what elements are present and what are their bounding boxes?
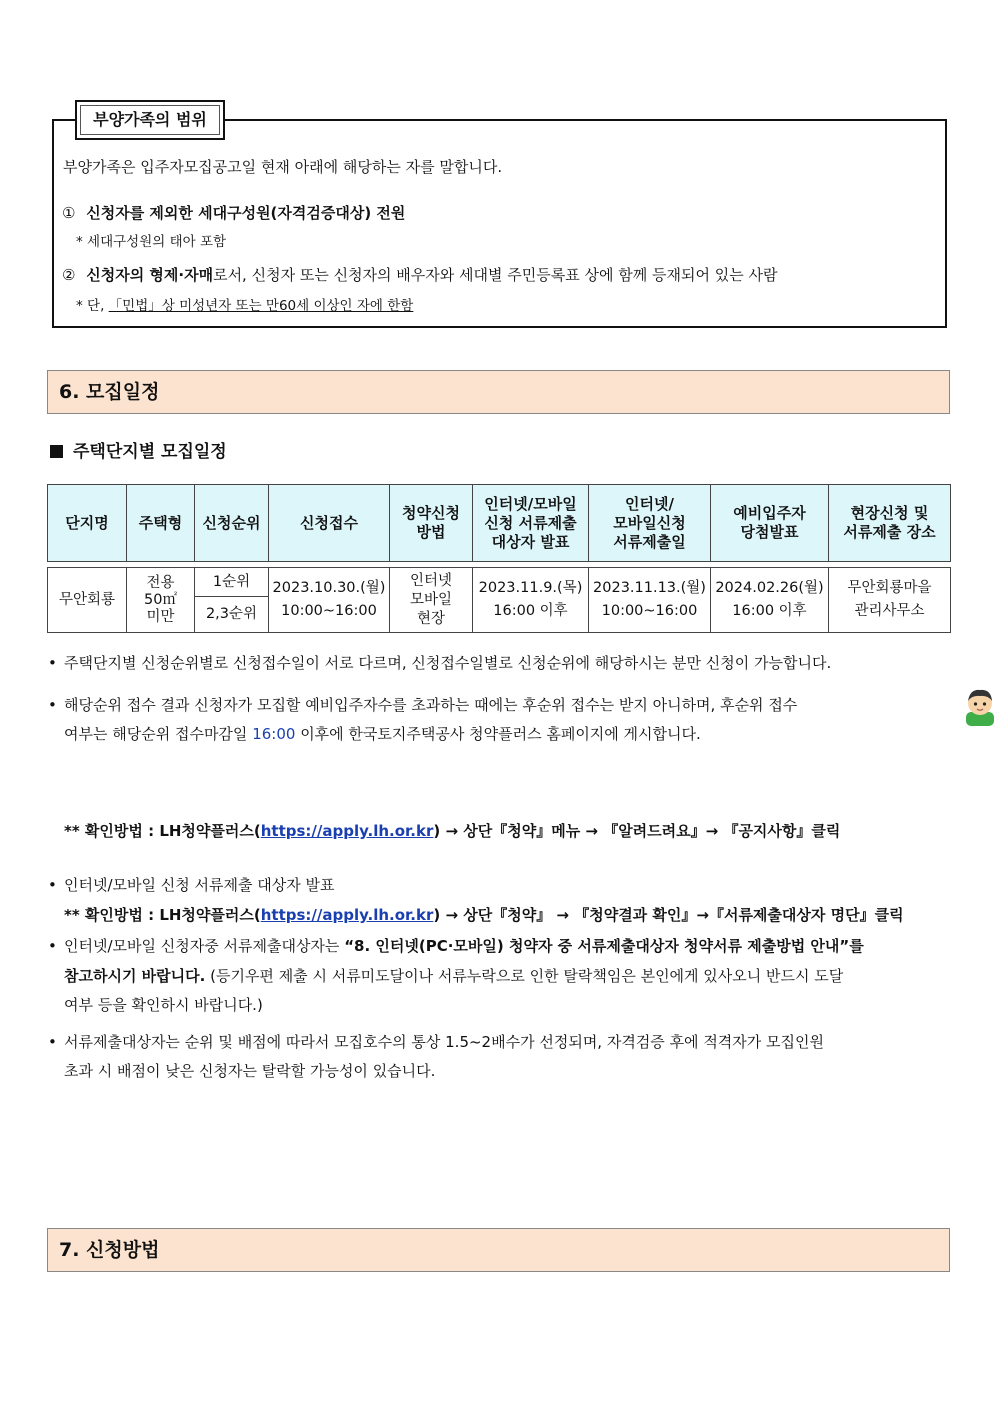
cell-reception: 2023.10.30.(월) 10:00~16:00 [269, 568, 390, 633]
cell-type: 전용 50㎡ 미만 [127, 568, 195, 633]
header-method: 청약신청 방법 [390, 485, 473, 562]
schedule-table-body [47, 567, 951, 633]
bullet-text: 주택단지별 신청순위별로 신청접수일이 서로 다르며, 신청접수일별로 신청순위에 해당하시는 분만 신청이 가능합니다. [64, 654, 832, 672]
item-number: ② [62, 266, 76, 284]
header-announce: 인터넷/모바일 신청 서류제출 대상자 발표 [473, 485, 589, 562]
subheading-text: 주택단지별 모집일정 [73, 442, 227, 462]
family-range-title: 부양가족의 범위 [75, 100, 225, 140]
bullet-text: 서류제출대상자는 순위 및 배점에 따라서 모집호수의 통상 1.5~2배수가 선정되며, 자격검증 후에 적격자가 모집인원 [64, 1033, 825, 1051]
header-reserve: 예비입주자 당첨발표 [711, 485, 829, 562]
cell-submit: 2023.11.13.(월) 10:00~16:00 [589, 568, 711, 633]
section-7-heading: 7. 신청방법 [47, 1228, 950, 1272]
bullet-dot: • [48, 696, 57, 714]
bullet-text: 인터넷/모바일 신청자중 서류제출대상자는 “8. 인터넷(PC·모바일) 청약자 중 서류제출대상자 청약서류 제출방법 안내”를 [64, 937, 864, 955]
item-bold-text: 신청자의 형제·자매 [86, 266, 214, 284]
bullet-text-cont: 여부는 해당순위 접수마감일 16:00 이후에 한국토지주택공사 청약플러스 홈페이지에 게시합니다. [64, 725, 701, 743]
item-number: ① [62, 204, 76, 222]
family-item-2-note [76, 294, 413, 314]
cell-complex: 무안회룡 [48, 568, 127, 633]
item-text: 신청자를 제외한 세대구성원(자격검증대상) 전원 [86, 204, 406, 222]
cell-announce: 2023.11.9.(목) 16:00 이후 [473, 568, 589, 633]
cell-method: 인터넷 모바일 현장 [390, 568, 473, 633]
note-prefix: * 단, [76, 298, 109, 314]
bullet-text-cont: 초과 시 배점이 낮은 신청자는 탈락할 가능성이 있습니다. [64, 1062, 436, 1080]
header-place: 현장신청 및 서류제출 장소 [829, 485, 951, 562]
cell-rank-1: 1순위 [195, 568, 269, 597]
bullet-text: 해당순위 접수 결과 신청자가 모집할 예비입주자수를 초과하는 때에는 후순위 접수는 받지 아니하며, 후순위 접수 [64, 696, 798, 714]
schedule-subheading [50, 437, 227, 462]
bullet-text-cont: 참고하시기 바랍니다. (등기우편 제출 시 서류미도달이나 서류누락으로 인한 탈락책임은 본인에게 있사오니 반드시 도달 [64, 967, 844, 985]
square-bullet-icon [50, 445, 63, 458]
bullet-dot: • [48, 937, 57, 955]
header-complex: 단지명 [48, 485, 127, 562]
bullet-text: 인터넷/모바일 신청 서류제출 대상자 발표 [64, 876, 335, 894]
section-6-heading: 6. 모집일정 [47, 370, 950, 414]
header-rank: 신청순위 [195, 485, 269, 562]
bullet-dot: • [48, 876, 57, 894]
bullet-text-cont: 여부 등을 확인하시 바랍니다.) [64, 996, 263, 1014]
header-submit: 인터넷/ 모바일신청 서류제출일 [589, 485, 711, 562]
header-type: 주택형 [127, 485, 195, 562]
cell-place: 무안회룡마을 관리사무소 [829, 568, 951, 633]
deadline-time: 16:00 [252, 725, 296, 743]
bullet-dot: • [48, 1033, 57, 1051]
check-method-note-2: ** 확인방법 : LH청약플러스(https://apply.lh.or.kr) → 상단『청약』 → 『청약결과 확인』→『서류제출대상자 명단』클릭 [64, 906, 904, 924]
cell-rank-2: 2,3순위 [195, 597, 269, 633]
item-text: 로서, 신청자 또는 신청자의 배우자와 세대별 주민등록표 상에 함께 등재되어 있는 사람 [213, 266, 778, 284]
mascot-character-icon [962, 686, 998, 726]
lh-apply-link[interactable]: https://apply.lh.or.kr [260, 906, 434, 924]
lh-apply-link[interactable]: https://apply.lh.or.kr [260, 822, 434, 840]
bullet-dot: • [48, 654, 57, 672]
family-item-2 [62, 264, 777, 285]
cell-reserve: 2024.02.26(월) 16:00 이후 [711, 568, 829, 633]
family-item-1 [62, 202, 405, 223]
schedule-table-header [47, 484, 951, 562]
check-method-note-1: ** 확인방법 : LH청약플러스(https://apply.lh.or.kr) → 상단『청약』메뉴 → 『알려드려요』→ 『공지사항』클릭 [64, 822, 841, 840]
family-item-1-note: * 세대구성원의 태아 포함 [76, 234, 227, 250]
family-range-intro: 부양가족은 입주자모집공고일 현재 아래에 해당하는 자를 말합니다. [63, 158, 503, 176]
header-reception: 신청접수 [269, 485, 390, 562]
note-underlined: 「민법」상 미성년자 또는 만60세 이상인 자에 한함 [108, 298, 414, 314]
